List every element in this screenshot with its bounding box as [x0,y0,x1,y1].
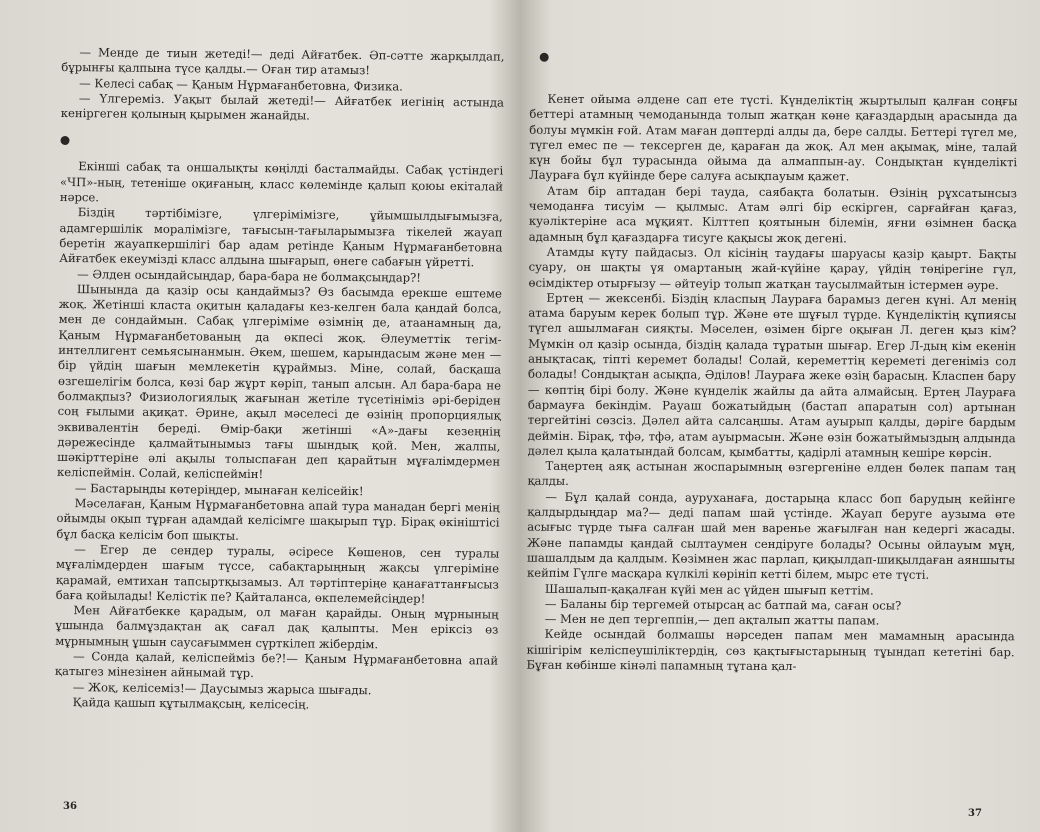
paragraph: — Менде де тиын жетеді!— деді Айғатбек. Әп-сәтте жарқылдап, бұрынғы қалпына түсе қалды.— Оған тир атамыз! [61,45,505,78]
section-separator-dot [540,53,549,62]
paragraph: — Сонда қалай, келіспейміз бе?!— Қаным Нұрмағанбетовна апай қатыгез мінезінен айнымай тұр. [54,649,499,681]
paragraph: Кейде осындай болмашы нәрседен папам мен мамамның арасында кішігірім келіспеушіліктердің, сөз қақтығыстарының тұындап кететіні бар. Бұған көбінше кінәлі папамның тұтана қал- [526,627,1015,674]
paragraph: Мәселаған, Қаным Нұрмағанбетовна апай тура манадан бергі менің ойымды оқып тұрған адамдай келісімге шақырып тұр. Бірақ өкініштісі бұл басқа келісім боп шықты. [56,496,500,543]
paragraph: Ертең — жексенбі. Біздің класпың Лаураға барамыз деген күні. Ал менің атама баруым керек болып тұр. Және өте шұғыл түрде. Күнделіктің құпиясы түгел ашылмаған сияқты. Мәселен, өзімен бірге оқыған Л. деген қыз кім? Мүмкін ол қазір осында, біздің қалада тұратын шығар. Егер Л-дың кім екенін анықтасақ, тіпті керемет болады! Солай, кереметтің кереметі дегеніміз сол болады! Сондықтан асықпа, Әділов! Лаураға жеке өзің барасың. Класпен бару — көптің бірі болу. Және күнделік жайлы да айта алмайсың. Ертең Лаураға бармауға бекіндім. Рауаш божатыйдың (бастап апаратын сол) артынан тергейтіні сөзсіз. Дәлел айта салсаңшы. Атам ауырып қалды, дәріге бардым деймін. Бірақ, тфә, тфә, атам ауырмасын. Және өзін божатыймыздың алдында дәлел қыла қалатындай болсам, қымбатты, қадірлі атамның кешіре көрсін. [527,290,1017,460]
paragraph: — Үлгереміз. Уақыт былай жетеді!— Айғатбек иегінің астында кеніргеген қолының қырымен жанайды. [60,91,505,123]
paragraph: Шынында да қазір осы қандаймыз? Өз басымда ерекше ештеме жоқ. Жетінші класта оқитын қаладағы кез-келген бала қандай болса, мен де сондаймын. Сабақ үлгеріміме өзімнің де, атаанамның да, Қаным Нұрмағанбетованың да өкпесі жоқ. Әлеуметтік тегім-интеллигент семьясынанмын. Әкем, шешем, карындасым және мен — бір үйдің шағын мемлекетін құраймыз. Міне, солай, басқаша өзгешелігім болса, көзі бар жұрт көріп, танып алсын. Ал бара-бара не болмақпыз? Физиологиялық жағынан жетіле түсетініміз әрі-беріден соң ғылыми ақиқат. Әрине, ақыл мәселесі де өзінің пропорциялық эквивалентін береді. Өмір-бақи жетінші «А»-дағы кезеңнің дәрежесінде қалмайтынымыз тағы шындық қой. Мен, жалпы, шәкірттеріне әлі ақылы толыспаған деп қарайтын мұғалімдермен келіспеймін. Солай, келіспеймін! [56,281,503,482]
paragraph: Кенет ойыма әлдене сап ете түсті. Күнделіктің жыртылып қалған соңғы беттері атамның чемоданында толып жатқан көне қағаздардың арасында да болуы мүмкін ғой. Атам маған дәптерді алды да, бере салды. Беттері түгел ме, түгел емес пе — тексерген де, қараған да жоқ. Ал мен ақымақ, міне, талай күн бойы бұл турасында ойыма да алмаппын-ау. Сондықтан күнделікті Лаураға бұл күйінде бере салуға асықпауым қажет. [529,91,1018,184]
paragraph: Мен Айғатбекке қарадым, ол маған қарайды. Оның мұрнының ұшында балмұздақтан ақ сағал дақ қалыпты. Мен еріксіз өз мұрнымның ұшын саусағыммен сүрткілеп жібердім. [55,603,499,651]
paragraph: — Баланы бір тергемей отырсаң ас батпай ма, саған осы? [544,596,902,613]
paragraph: — Бастарыңды көтеріңдер, мынаған келісейік! [74,480,364,498]
paragraph: Біздің тәртібімізге, үлгерімімізге, ұйымшылдығымызға, адамгершілік моралімізге, тағысын-тағыларымызға тікелей жауап беретін жауапкершілігі бар адам ретінде Қаным Нұрмағанбетовна Айғатбек екеуміздi класс алдына шығарып, өнеге сабағын үйретті. [59,205,503,270]
paragraph: — Бұл қалай сонда, ауруханаға, достарыңа класс боп барудың кейінге қалдырдыңдар ма?— деді папам шай үстінде. Жауап беруге аузыма өте асығыс түрде тыға салған шай мен вареньe жағылған нан кедергі жасады. Және папамды қандай сылтаумен сендіруге болады? Осыны ойлауым мұң, шашалдым да қалдым. Көзімнен жас парлап, қиқылдап-шиқылдаған аяншыты кейпім Гүлге масқара күлкілі көрініп кетті білем, мырс ете түсті. [526,489,1016,582]
page-number-left: 36 [63,801,77,812]
paragraph: Атам бір аптадан бері тауда, саябақта болатын. Өзінің рұхсатынсыз чемоданға тисуім — қылмыс. Атам әлгі бір ескірген, сарғайған қағаз, куәліктеріне аса мұқият. Кілттеп қоятынын білемін, яғни өзімнен басқа адамның бұл қағаздарға тисуге қақысы жоқ дегені. [528,183,1018,246]
paragraph: — Келесі сабақ — Қаным Нұрмағанбетовна, Физика. [79,75,403,94]
paragraph: Қайда қашып құтылмақсың, келісесің. [72,694,310,712]
page-number-right: 37 [968,808,982,819]
paragraph: — Мен не деп тергеппін,— деп ақталып жатты папам. [544,611,880,628]
paragraph: — Жоқ, келісеміз!— Даусымыз жарыса шығады. [72,679,372,697]
paragraph: Шашалып-қақалған күйі мен ас үйден шығып кеттім. [544,581,874,597]
paragraph: Екінші сабақ та оншалықты көңілді басталмайды. Сабақ үстіндегі «ЧП»-ның, тетеніше оқиғаның, класс көлемінде қалып қоюы екіталай нәрсе. [59,159,504,205]
paragraph: Атамды күту пайдасыз. Ол кісінің таудағы шаруасы қазір қаырт. Бақты суару, он шақты үя омартаның жай-күйіне қарау, үйдің төңірегіне гүл, өсімдіктер отырғызу — әйтеуір толып жатқан таусылмайтын істермен әуре. [528,244,1017,292]
right-page [516,0,1040,832]
paragraph: — Әлден осындайсыңдар, бара-бара не болмақсыңдар?! [77,266,422,285]
paragraph: — Егер де сендер туралы, әсіресе Көшенов, сен туралы мұғалімдерден шағым түссе, сабақтарыңның жақсы үлгеріміне қарамай, емтихан тапсыртқызамыз. Ал тәртіптеріңе қанағаттанғысыз баға қойылады! Келістік пе? Қайталанса, өкпелемейсіңдер! [55,542,500,606]
paragraph: Таңертең аяқ астынан жоспарымның өзгергеніне елден бөлек папам таң қалды. [527,458,1016,489]
section-separator-dot [60,136,69,145]
left-page [0,0,515,832]
